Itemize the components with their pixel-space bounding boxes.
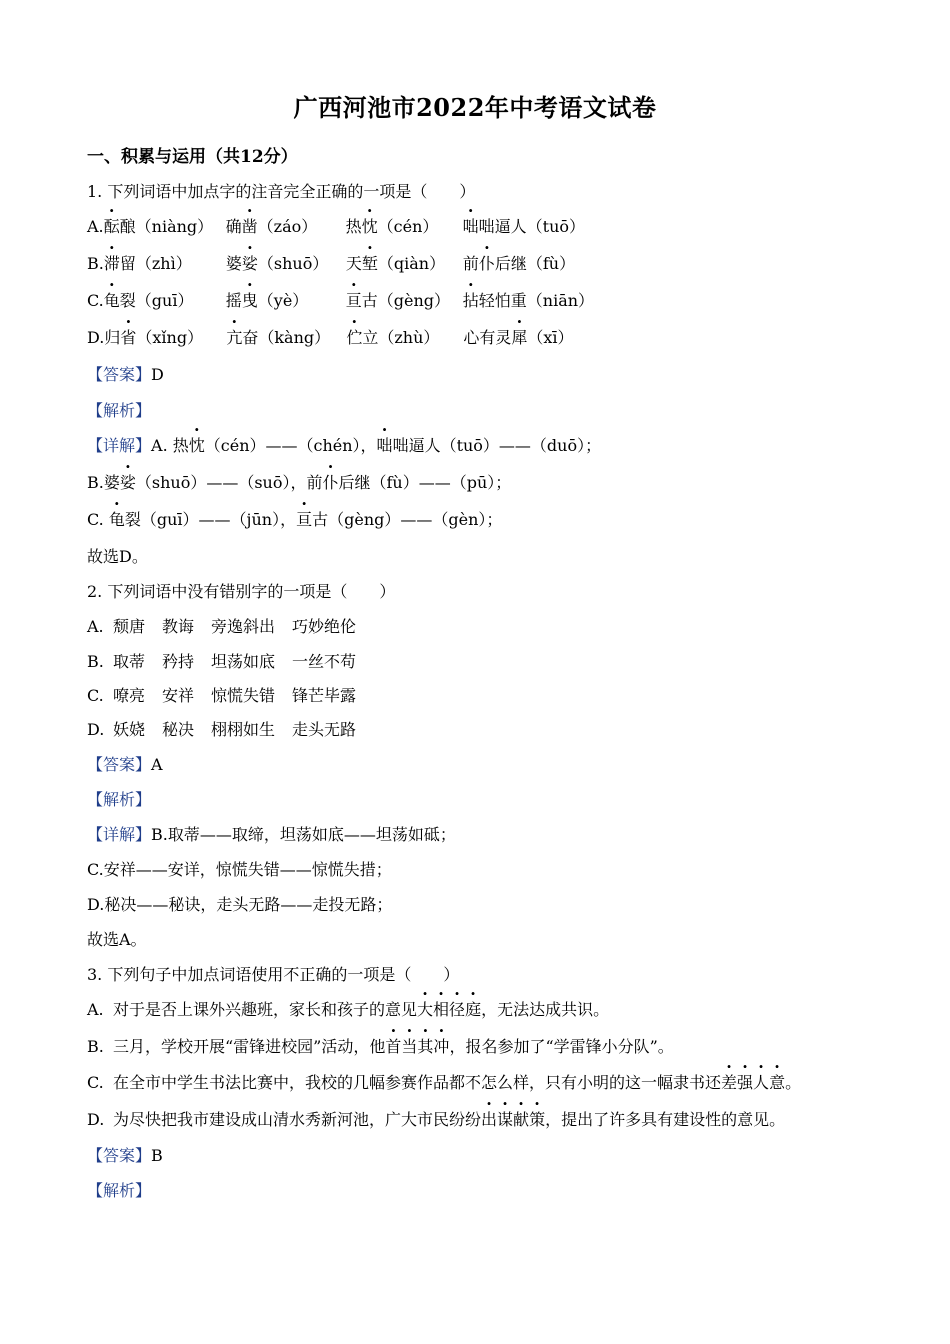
q2-detail-line-2: C.安祥——安详，惊慌失错——惊慌失措；: [87, 860, 392, 879]
dotted-char: 其: [417, 1037, 434, 1056]
word-text: 确: [225, 217, 242, 236]
dotted-char: 径: [449, 1000, 466, 1019]
dotted-char: 拈: [462, 291, 479, 310]
dotted-char: 忱: [361, 217, 378, 236]
dotted-char: 仆: [322, 473, 339, 492]
option-word: 坦荡如底: [211, 652, 276, 671]
option-label: D.: [87, 328, 105, 347]
option-label: B.: [87, 1037, 104, 1056]
option-word: 嘹亮: [113, 686, 146, 705]
q2-detail-line-1: [87, 824, 456, 846]
word-text: 咄逼人（tuō）: [478, 217, 586, 236]
option-word: [104, 253, 226, 275]
dotted-char: 堑: [361, 254, 378, 273]
word-text: 热: [345, 217, 362, 236]
word-text: 留（zhì）: [119, 254, 192, 273]
word-text: 裂（guī）: [119, 291, 194, 310]
dotted-char: 亢: [226, 328, 243, 347]
detail-text: [151, 436, 601, 455]
dotted-char: 亘: [296, 510, 313, 529]
dotted-char: 曳: [241, 291, 258, 310]
word-text: 前: [462, 254, 479, 273]
answer-tag: 【答案】: [87, 1146, 152, 1165]
word-text: （yè）: [257, 291, 309, 310]
q1-option-b: [87, 253, 663, 275]
option-word: 教诲: [162, 617, 195, 636]
dotted-char: 亘: [345, 291, 362, 310]
dotted-idiom: [385, 1037, 449, 1056]
option-word: [463, 290, 663, 312]
q2-conclusion: 故选A。: [87, 930, 147, 949]
q1-option-d: [87, 327, 663, 349]
option-label: C.: [87, 291, 104, 310]
dotted-char: 滞: [103, 254, 120, 273]
word-text: 奋（kàng）: [242, 328, 331, 347]
option-label: A.: [87, 217, 104, 236]
q3-stem: 3. 下列句子中加点词语使用不正确的一项是（ ）: [87, 965, 460, 984]
option-label: A.: [87, 1000, 104, 1019]
detail-text: A. 热: [151, 436, 189, 455]
option-word: 颓唐: [113, 617, 146, 636]
word-text: 立（zhù）: [362, 328, 440, 347]
word-text: 古（gèng）: [361, 291, 451, 310]
sentence-text: 为尽快把我市建设成山清水秀新河池，广大市民纷纷: [113, 1110, 482, 1129]
answer-value: D: [151, 365, 164, 384]
option-word: [104, 327, 226, 349]
q2-option-a: [87, 616, 373, 638]
word-text: 后继（fù）: [494, 254, 576, 273]
detail-text: C.: [87, 510, 109, 529]
option-label: B.: [87, 254, 104, 273]
answer-value: A: [151, 755, 163, 774]
option-word: 锋芒毕露: [292, 686, 357, 705]
option-word: 矜持: [162, 652, 195, 671]
option-word: 走头无路: [292, 720, 357, 739]
option-word: [346, 290, 463, 312]
q3-option-c: [87, 1072, 801, 1094]
option-word: [226, 253, 346, 275]
dotted-char: 犀: [511, 328, 528, 347]
detail-tag: 【详解】: [87, 825, 152, 844]
q2-detail-line-3: D.秘决——秘诀，走头无路——走投无路；: [87, 895, 393, 914]
q1-conclusion: 故选D。: [87, 547, 148, 566]
word-text: （xī）: [527, 328, 574, 347]
detail-text: B.婆: [87, 473, 120, 492]
page-title: 广西河池市2022年中考语文试卷: [293, 93, 657, 122]
dotted-char: 娑: [119, 473, 136, 492]
word-text: （shuō）: [257, 254, 329, 273]
dotted-char: 当: [401, 1037, 418, 1056]
option-word: [226, 290, 346, 312]
option-word: 妖娆: [113, 720, 146, 739]
sentence-text: 。: [785, 1073, 802, 1092]
option-word: [463, 327, 663, 349]
option-word: [226, 327, 346, 349]
word-text: （qiàn）: [377, 254, 446, 273]
detail-text: （shuō）——（suō），前: [135, 473, 323, 492]
q2-option-b: [87, 651, 373, 673]
dotted-char: 庭: [465, 1000, 482, 1019]
dotted-char: 谋: [497, 1110, 514, 1129]
option-word: 取蒂: [113, 652, 146, 671]
dotted-char: 相: [433, 1000, 450, 1019]
sentence-text: 对于是否上课外兴趣班，家长和孩子的意见: [113, 1000, 418, 1019]
option-word: [346, 327, 463, 349]
sentence-text: 在全市中学生书法比赛中，我校的几幅参赛作品都不怎么样，只有小明的这一幅隶书还: [113, 1073, 722, 1092]
option-word: 巧妙绝伦: [292, 617, 357, 636]
q1-stem: 1. 下列词语中加点字的注音完全正确的一项是（ ）: [87, 182, 476, 201]
dotted-char: 凿: [241, 217, 258, 236]
dotted-char: 献: [513, 1110, 530, 1129]
sentence-text: ，无法达成共识。: [481, 1000, 610, 1019]
dotted-char: 差: [721, 1073, 738, 1092]
detail-text: 古（gèng）——（gèn）；: [312, 510, 503, 529]
word-text: 婆: [225, 254, 242, 273]
q1-detail-line-2: [87, 472, 511, 494]
dotted-char: 咄: [376, 436, 393, 455]
option-word: 安祥: [162, 686, 195, 705]
option-word: 秘决: [162, 720, 195, 739]
option-word: [346, 253, 463, 275]
dotted-char: 出: [481, 1110, 498, 1129]
option-word: [226, 216, 346, 238]
word-text: 天: [345, 254, 362, 273]
word-text: 归: [104, 328, 121, 347]
q3-analysis-tag: 【解析】: [87, 1181, 152, 1200]
option-label: A.: [87, 617, 104, 636]
q1-analysis-tag: 【解析】: [87, 401, 152, 420]
q3-option-d: [87, 1109, 785, 1131]
detail-text: 裂（guī）——（jūn），: [124, 510, 297, 529]
section-heading: 一、积累与运用（共12分）: [87, 147, 298, 167]
word-text: （xǐng）: [136, 328, 204, 347]
option-word: [104, 216, 226, 238]
option-label: D.: [87, 720, 105, 739]
dotted-char: 酝: [103, 217, 120, 236]
word-text: 酿（niàng）: [119, 217, 214, 236]
detail-text: B.取蒂——取缔，坦荡如底——坦荡如砥；: [151, 825, 456, 844]
detail-text: 咄逼人（tuō）——（duō）；: [392, 436, 602, 455]
dotted-char: 伫: [346, 328, 363, 347]
dotted-idiom: [481, 1110, 545, 1129]
detail-tag: 【详解】: [87, 436, 152, 455]
answer-value: B: [151, 1146, 163, 1165]
dotted-char: 仆: [478, 254, 495, 273]
dotted-char: 意: [769, 1073, 786, 1092]
option-word: 一丝不苟: [292, 652, 357, 671]
detail-text: （cén）——（chén），: [204, 436, 377, 455]
option-label: B.: [87, 652, 104, 671]
option-label: D.: [87, 1110, 105, 1129]
dotted-char: 冲: [433, 1037, 450, 1056]
option-word: 惊慌失错: [211, 686, 276, 705]
word-text: （záo）: [257, 217, 318, 236]
option-word: [346, 216, 463, 238]
q2-option-d: [87, 719, 373, 741]
dotted-char: 强: [737, 1073, 754, 1092]
dotted-idiom: [721, 1073, 785, 1092]
q3-option-b: [87, 1036, 674, 1058]
option-label: C.: [87, 1073, 104, 1092]
q1-detail-line-3: [87, 509, 502, 531]
dotted-char: 策: [529, 1110, 546, 1129]
sentence-text: 三月，学校开展“雷锋进校园”活动，他: [113, 1037, 386, 1056]
option-word: 旁逸斜出: [211, 617, 276, 636]
sentence-text: ，报名参加了“学雷锋小分队”。: [449, 1037, 674, 1056]
word-text: 摇: [225, 291, 242, 310]
option-word: [104, 290, 226, 312]
dotted-char: 忱: [188, 436, 205, 455]
q1-answer: [87, 364, 164, 386]
dotted-char: 首: [385, 1037, 402, 1056]
sentence-text: ，提出了许多具有建设性的意见。: [545, 1110, 786, 1129]
q2-option-c: [87, 685, 373, 707]
answer-tag: 【答案】: [87, 755, 152, 774]
dotted-char: 大: [417, 1000, 434, 1019]
word-text: 心有灵: [463, 328, 512, 347]
dotted-char: 龟: [103, 291, 120, 310]
dotted-idiom: [417, 1000, 481, 1019]
q2-analysis-tag: 【解析】: [87, 790, 152, 809]
detail-text: 后继（fù）——（pū）；: [338, 473, 512, 492]
option-word: [463, 216, 663, 238]
word-text: 轻怕重（niān）: [478, 291, 595, 310]
q3-option-a: [87, 999, 609, 1021]
answer-tag: 【答案】: [87, 365, 152, 384]
option-word: 栩栩如生: [211, 720, 276, 739]
word-text: （cén）: [377, 217, 439, 236]
option-word: [463, 253, 663, 275]
dotted-char: 龟: [108, 510, 125, 529]
q2-stem: 2. 下列词语中没有错别字的一项是（ ）: [87, 582, 396, 601]
dotted-char: 省: [120, 328, 137, 347]
q1-detail-line-1: [87, 435, 601, 457]
option-label: C.: [87, 686, 104, 705]
dotted-char: 人: [753, 1073, 770, 1092]
dotted-char: 娑: [241, 254, 258, 273]
q2-answer: [87, 754, 163, 776]
q3-answer: [87, 1145, 163, 1167]
q1-option-a: [87, 216, 663, 238]
dotted-char: 咄: [462, 217, 479, 236]
q1-option-c: [87, 290, 663, 312]
